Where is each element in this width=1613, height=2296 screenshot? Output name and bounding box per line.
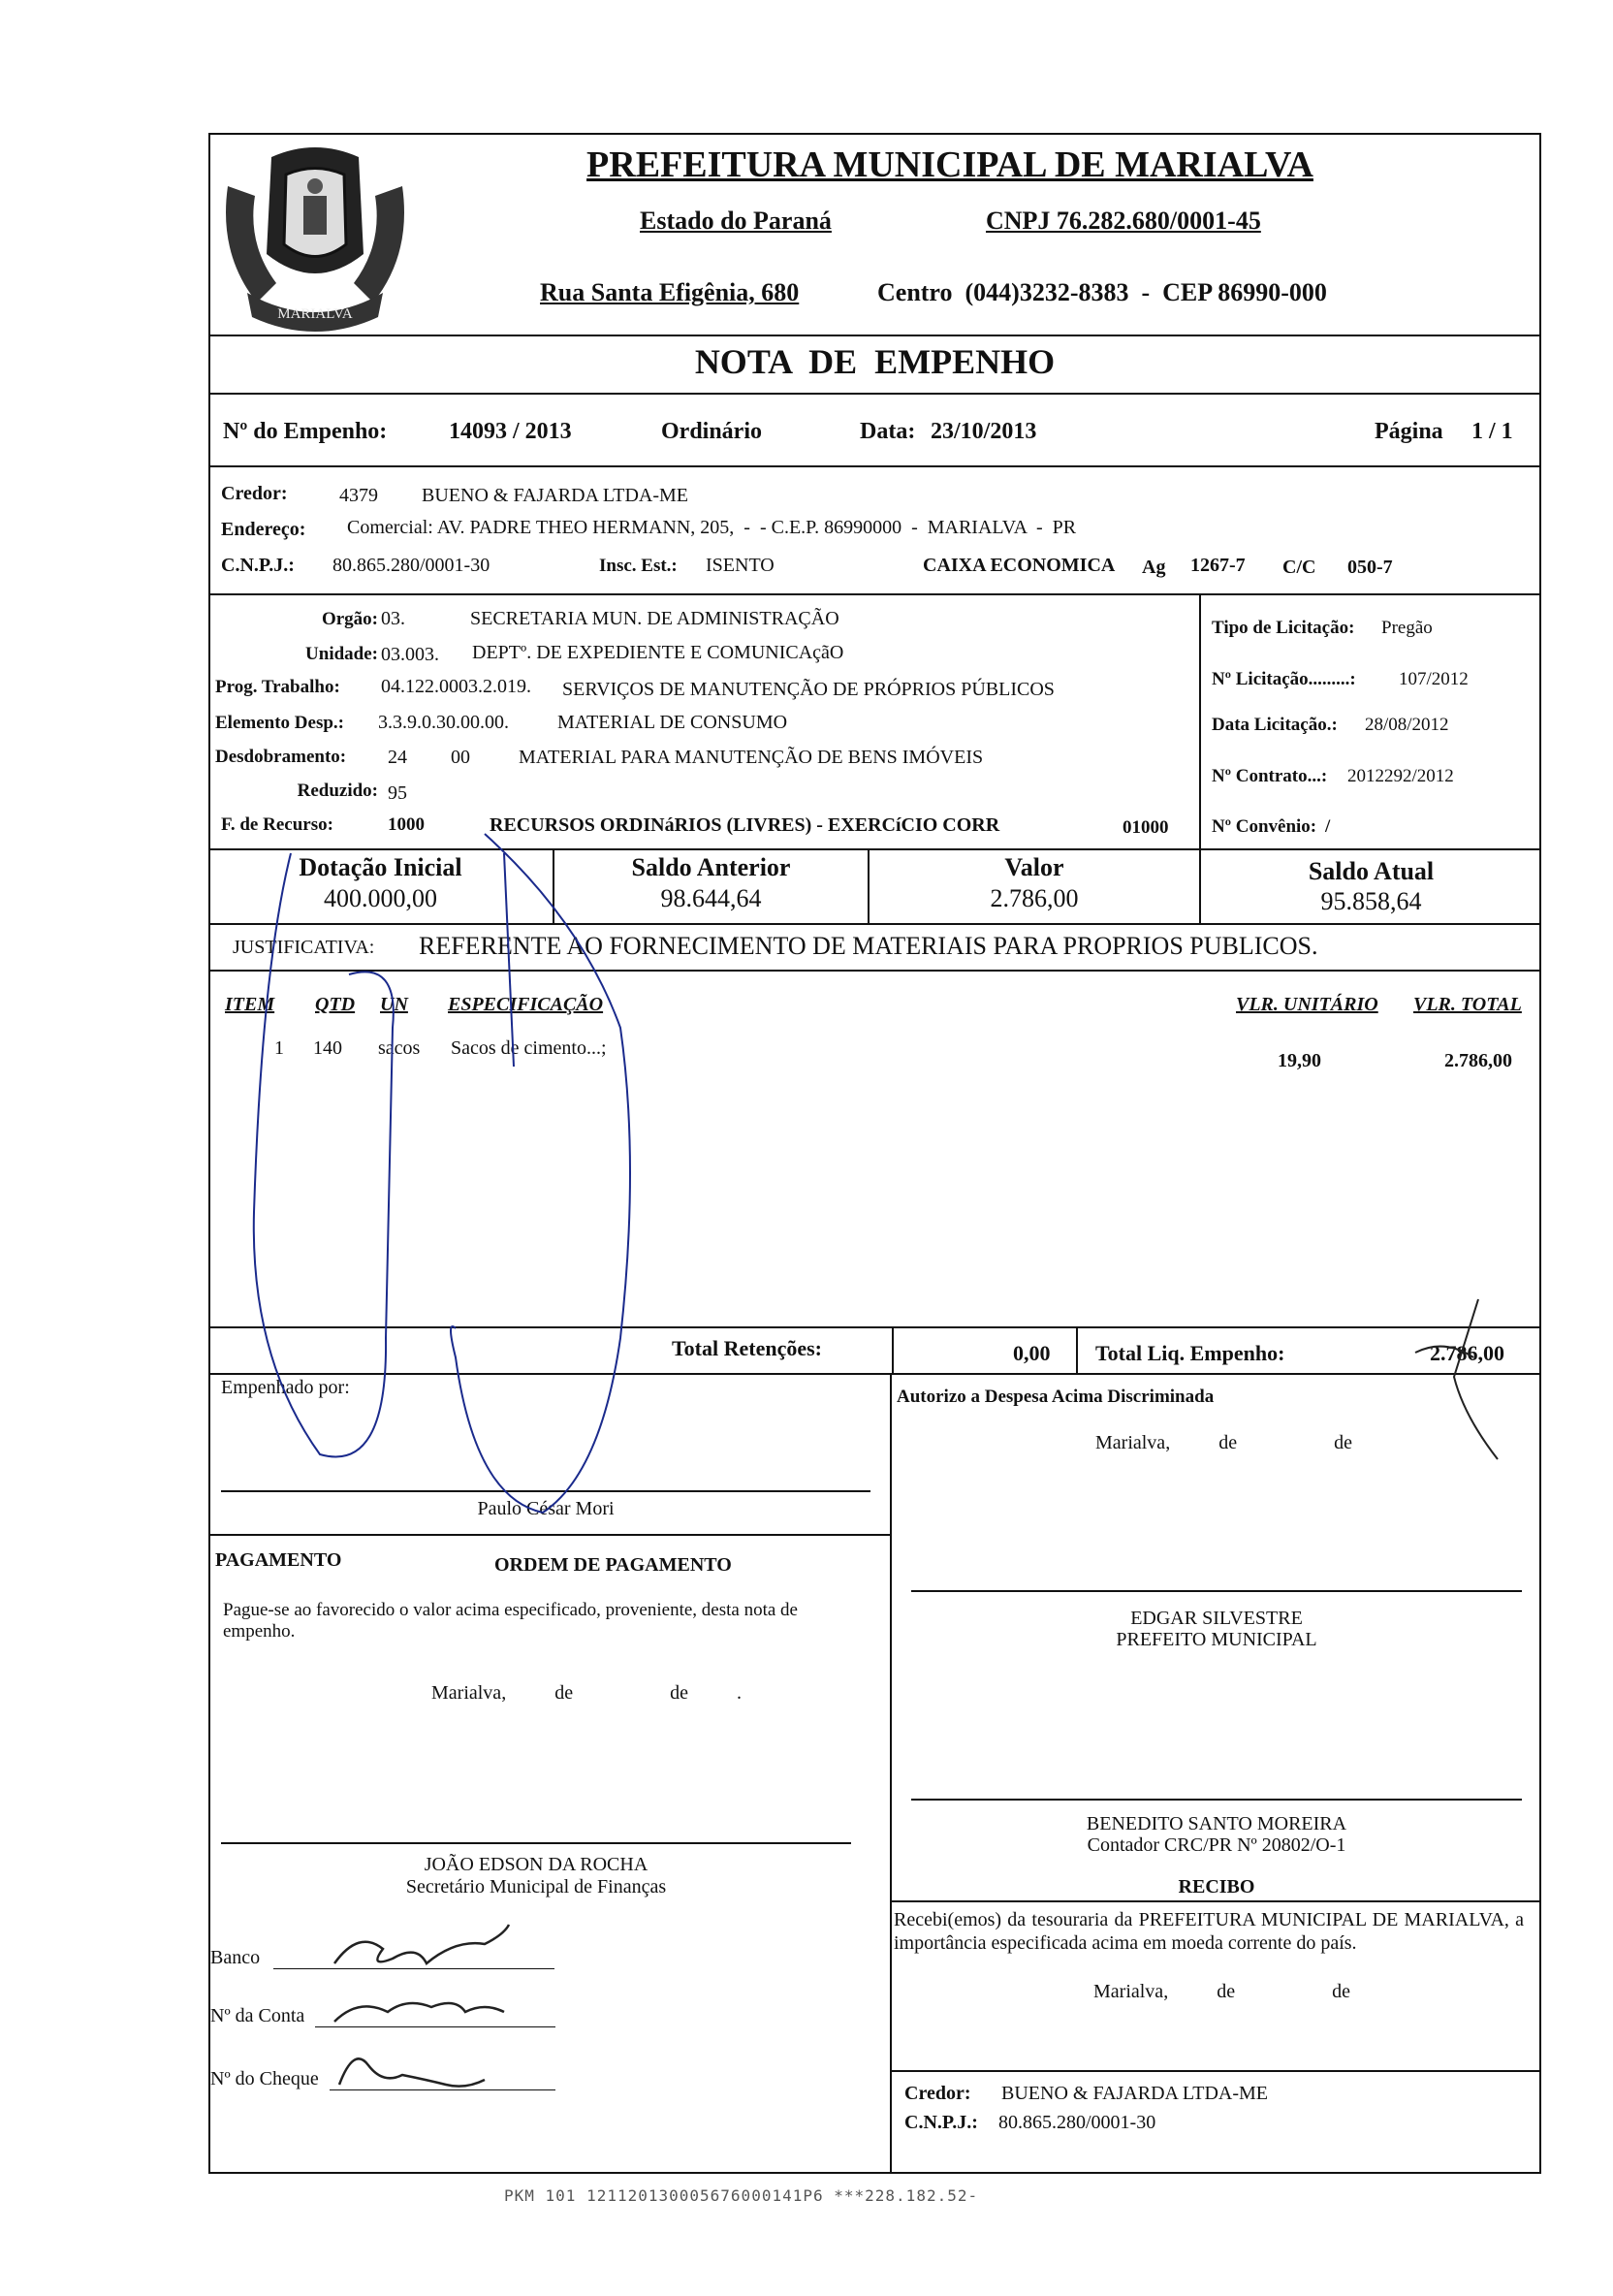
total-retencoes-label: Total Retenções: bbox=[672, 1336, 822, 1360]
desdobramento-label: Desdobramento: bbox=[215, 747, 347, 767]
total-liq-label: Total Liq. Empenho: bbox=[1095, 1341, 1285, 1365]
empenhado-por-name: Paulo César Mori bbox=[477, 1498, 615, 1519]
total-liq-value: 2.786,00 bbox=[1430, 1341, 1504, 1365]
col-vlr-unitario: VLR. UNITÁRIO bbox=[1236, 994, 1378, 1015]
prog-trabalho-label: Prog. Trabalho: bbox=[215, 677, 340, 697]
reduzido-label: Reduzido: bbox=[297, 781, 378, 801]
prog-trabalho-code: 04.122.0003.2.019. bbox=[381, 676, 531, 697]
tipo-licitacao-label: Tipo de Licitação: bbox=[1212, 618, 1355, 638]
recurso-label: F. de Recurso: bbox=[221, 814, 333, 835]
document-title: NOTA DE EMPENHO bbox=[694, 342, 1056, 381]
banco-label: Banco bbox=[210, 1947, 261, 1968]
insc-est-label: Insc. Est.: bbox=[599, 556, 678, 576]
credor-code: 4379 bbox=[339, 485, 378, 506]
recurso-name: RECURSOS ORDINáRIOS (LIVRES) - EXERCíCIO CORR bbox=[490, 814, 1000, 836]
row-especificacao: Sacos de cimento...; bbox=[451, 1037, 607, 1059]
unidade-label: Unidade: bbox=[305, 644, 378, 664]
elemento-code: 3.3.9.0.30.00.00. bbox=[378, 712, 509, 733]
total-retencoes-value: 0,00 bbox=[1013, 1341, 1051, 1365]
desdobramento-code: 24 bbox=[388, 747, 407, 768]
elemento-label: Elemento Desp.: bbox=[215, 713, 344, 733]
licitacao-number: 107/2012 bbox=[1399, 669, 1469, 689]
saldo-anterior-value: 98.644,64 bbox=[660, 884, 762, 912]
orgao-code: 03. bbox=[381, 608, 405, 629]
cnpj-label: CNPJ 76.282.680/0001-45 bbox=[986, 207, 1261, 235]
page-label: Página bbox=[1375, 419, 1443, 444]
agency-label: Ag bbox=[1142, 557, 1166, 578]
insc-est: ISENTO bbox=[706, 555, 775, 576]
col-qtd: QTD bbox=[315, 994, 356, 1015]
empenho-number: 14093 / 2013 bbox=[449, 419, 572, 444]
autorizo-local-data: Marialva, de de bbox=[1095, 1432, 1352, 1453]
seal-text: MARIALVA bbox=[277, 306, 353, 322]
justificativa-label: JUSTIFICATIVA: bbox=[233, 937, 375, 958]
unidade-name: DEPTº. DE EXPEDIENTE E COMUNICAçãO bbox=[472, 642, 844, 663]
endereco-label: Endereço: bbox=[221, 519, 306, 540]
contrato-label: Nº Contrato...: bbox=[1212, 766, 1328, 786]
ordem-pagamento-label: ORDEM DE PAGAMENTO bbox=[494, 1554, 732, 1576]
page-number: 1 / 1 bbox=[1471, 419, 1513, 444]
valor-value: 2.786,00 bbox=[990, 884, 1079, 912]
contador-title: Contador CRC/PR Nº 20802/O-1 bbox=[1087, 1834, 1346, 1856]
desdobramento-sub: 00 bbox=[451, 747, 470, 768]
desdobramento-name: MATERIAL PARA MANUTENÇÃO DE BENS IMÓVEIS bbox=[519, 747, 984, 768]
dotacao-inicial-label: Dotação Inicial bbox=[299, 853, 462, 881]
valor-label: Valor bbox=[1004, 853, 1064, 881]
credor-name: BUENO & FAJARDA LTDA-ME bbox=[422, 485, 689, 506]
recurso-number: 01000 bbox=[1123, 817, 1169, 838]
credor-address: Comercial: AV. PADRE THEO HERMANN, 205, - - C.E.P. 86990000 - MARIALVA - PR bbox=[347, 517, 1077, 538]
cc-number: 050-7 bbox=[1347, 557, 1393, 578]
pagamento-text: Pague-se ao favorecido o valor acima especificado, proveniente, desta nota de empenho. bbox=[223, 1600, 798, 1642]
col-item: ITEM bbox=[225, 994, 275, 1015]
contador-name: BENEDITO SANTO MOREIRA bbox=[1086, 1813, 1347, 1834]
empenhado-por-label: Empenhado por: bbox=[221, 1377, 350, 1398]
saldo-anterior-label: Saldo Anterior bbox=[631, 853, 791, 881]
recibo-credor-name: BUENO & FAJARDA LTDA-ME bbox=[1001, 2083, 1269, 2104]
elemento-name: MATERIAL DE CONSUMO bbox=[557, 712, 788, 733]
recibo-label: RECIBO bbox=[1178, 1876, 1255, 1897]
col-vlr-total: VLR. TOTAL bbox=[1413, 994, 1522, 1015]
footer-stamp: PKM 101 121120130005676000141P6 ***228.182.52- bbox=[504, 2186, 979, 2205]
unidade-code: 03.003. bbox=[381, 644, 439, 665]
tipo-licitacao: Pregão bbox=[1381, 618, 1433, 638]
reduzido-value: 95 bbox=[388, 782, 407, 804]
row-un: sacos bbox=[378, 1037, 421, 1059]
row-vlr-unitario: 19,90 bbox=[1278, 1050, 1321, 1071]
credor-cnpj-label: C.N.P.J.: bbox=[221, 555, 295, 576]
credor-cnpj: 80.865.280/0001-30 bbox=[332, 555, 490, 576]
district-phone-cep: Centro (044)3232-8383 - CEP 86990-000 bbox=[877, 278, 1327, 306]
autorizo-text: Autorizo a Despesa Acima Discriminada bbox=[897, 1387, 1215, 1407]
orgao-name: SECRETARIA MUN. DE ADMINISTRAÇÃO bbox=[470, 608, 839, 629]
col-un: UN bbox=[380, 994, 408, 1015]
pagamento-label: PAGAMENTO bbox=[215, 1549, 342, 1571]
empenho-date-label: Data: bbox=[860, 419, 916, 444]
municipality-title: PREFEITURA MUNICIPAL DE MARIALVA bbox=[586, 144, 1313, 185]
secretario-title: Secretário Municipal de Finanças bbox=[405, 1876, 667, 1897]
convenio-number: / bbox=[1325, 816, 1331, 837]
recibo-local-data: Marialva, de de bbox=[1093, 1981, 1350, 2002]
empenho-date: 23/10/2013 bbox=[931, 419, 1037, 444]
credor-label: Credor: bbox=[221, 483, 288, 504]
prefeito-name: EDGAR SILVESTRE bbox=[1130, 1608, 1303, 1629]
recibo-text: Recebi(emos) da tesouraria da PREFEITURA MUNICIPAL DE MARIALVA, a importância especificada acima em moeda corrente do país. bbox=[894, 1909, 1524, 1954]
dotacao-inicial-value: 400.000,00 bbox=[324, 884, 437, 912]
justificativa-text: REFERENTE AO FORNECIMENTO DE MATERIAIS PARA PROPRIOS PUBLICOS. bbox=[419, 932, 1318, 960]
conta-label: Nº da Conta bbox=[210, 2005, 305, 2026]
cheque-label: Nº do Cheque bbox=[210, 2068, 319, 2089]
recibo-cnpj: 80.865.280/0001-30 bbox=[998, 2112, 1156, 2133]
licitacao-date-label: Data Licitação.: bbox=[1212, 715, 1338, 735]
saldo-atual-value: 95.858,64 bbox=[1320, 887, 1422, 915]
recibo-cnpj-label: C.N.P.J.: bbox=[904, 2112, 978, 2133]
prefeito-title: PREFEITO MUNICIPAL bbox=[1116, 1629, 1317, 1650]
recibo-credor-label: Credor: bbox=[904, 2083, 971, 2104]
empenho-type: Ordinário bbox=[661, 419, 763, 444]
row-vlr-total: 2.786,00 bbox=[1444, 1050, 1512, 1071]
pagamento-local-data: Marialva, de de . bbox=[431, 1682, 742, 1704]
row-item: 1 bbox=[274, 1037, 284, 1059]
contrato-number: 2012292/2012 bbox=[1347, 766, 1454, 786]
orgao-label: Orgão: bbox=[321, 609, 378, 629]
agency-number: 1267-7 bbox=[1190, 555, 1246, 576]
licitacao-date: 28/08/2012 bbox=[1365, 715, 1449, 735]
cc-label: C/C bbox=[1282, 557, 1316, 578]
prog-trabalho-name: SERVIÇOS DE MANUTENÇÃO DE PRÓPRIOS PÚBLICOS bbox=[562, 679, 1055, 700]
bank-name: CAIXA ECONOMICA bbox=[923, 555, 1116, 576]
state-label: Estado do Paraná bbox=[640, 207, 832, 235]
street-address: Rua Santa Efigênia, 680 bbox=[540, 278, 800, 306]
row-qtd: 140 bbox=[313, 1037, 342, 1059]
recurso-code: 1000 bbox=[388, 814, 425, 835]
licitacao-number-label: Nº Licitação.........: bbox=[1212, 669, 1356, 689]
col-especificacao: ESPECIFICAÇÃO bbox=[448, 994, 604, 1015]
empenho-number-label: Nº do Empenho: bbox=[223, 419, 388, 444]
convenio-label: Nº Convênio: bbox=[1212, 816, 1317, 837]
saldo-atual-label: Saldo Atual bbox=[1308, 857, 1435, 885]
secretario-name: JOÃO EDSON DA ROCHA bbox=[424, 1854, 648, 1875]
